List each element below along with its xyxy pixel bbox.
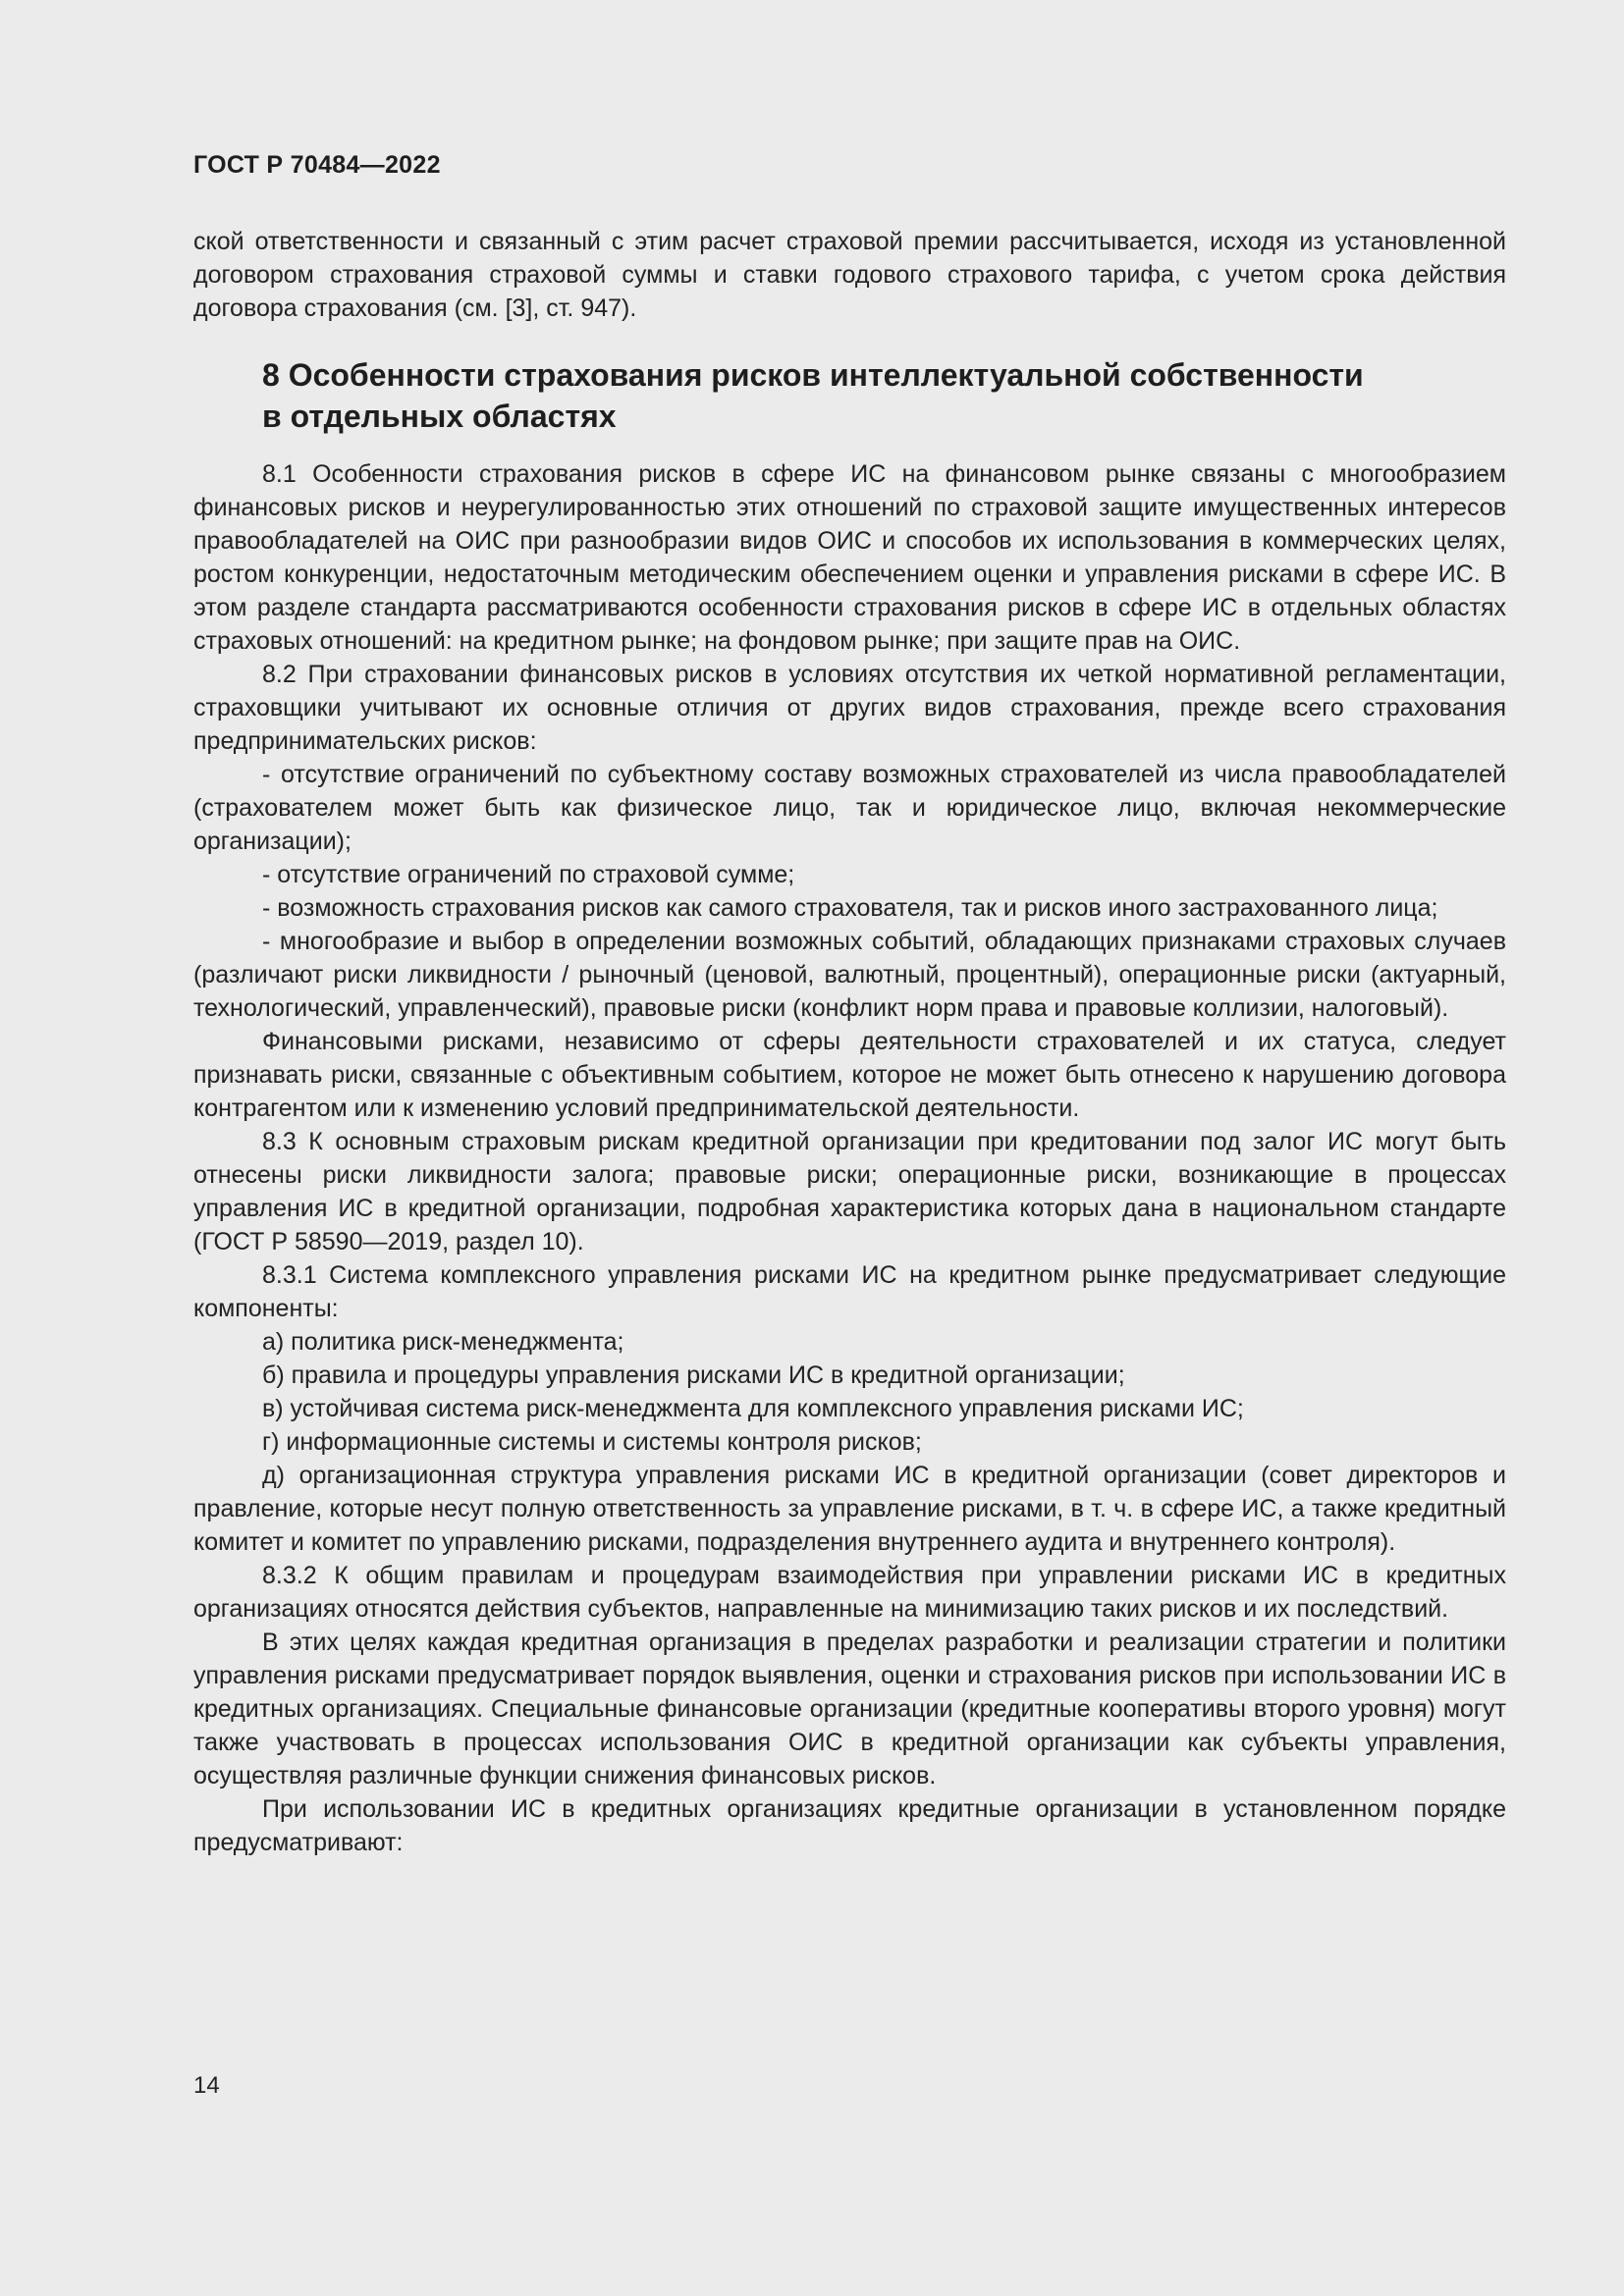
spacer [193,437,1506,457]
paragraph-credit-organizations: В этих целях каждая кредитная организация в пределах разработки и реализации стратегии и политики управления рисками предусматривает порядок выявления, оценки и страхования рисков при использовании ИС в кредитных организациях. Специальные финансовые организации (кредитные кооперативы второго уровня) могут также участвовать в процессах использования ОИС в кредитной организации как субъекты управления, осуществляя различные функции снижения финансовых рисков. [193,1629,1506,1789]
list-item: а) политика риск-менеджмента; [262,1328,624,1356]
continued-paragraph: ской ответственности и связанный с этим расчет страховой премии рассчитывается, исходя из установленной договором страхования страховой суммы и ставки годового страхового тарифа, с учетом срока действия договора страхования (см. [3], ст. 947). [193,228,1506,322]
page-body [193,225,1506,1859]
paragraph-8-3-2: 8.3.2 К общим правилам и процедурам взаимодействия при управлении рисками ИС в кредитных организациях относятся действия субъектов, направленные на минимизацию таких рисков и их последствий. [193,1562,1506,1623]
list-item: в) устойчивая система риск-менеджмента для комплексного управления рисками ИС; [262,1395,1244,1422]
paragraph-ip-usage: При использовании ИС в кредитных организациях кредитные организации в установленном порядке предусматривают: [193,1795,1506,1856]
standard-code-header: ГОСТ Р 70484—2022 [193,151,441,179]
list-item: - отсутствие ограничений по субъектному составу возможных страхователей из числа правообладателей (страхователем может быть как физическое лицо, так и юридическое лицо, включая некоммерческие организации); [193,761,1506,855]
paragraph-financial-risks: Финансовыми рисками, независимо от сферы деятельности страхователей и их статуса, следует признавать риски, связанные с объективным событием, которое не может быть отнесено к нарушению договора контрагентом или к изменению условий предпринимательской деятельности. [193,1028,1506,1122]
section-title-line-2: в отдельных областях [262,399,617,434]
paragraph-8-1: 8.1 Особенности страхования рисков в сфере ИС на финансовом рынке связаны с многообразием финансовых рисков и неурегулированностью этих отношений по страховой защите имущественных интересов правообладателей на ОИС при разнообразии видов ОИС и способов их использования в коммерческих целях, ростом конкуренции, недостаточным методическим обеспечением оценки и управления рисками в сфере ИС. В этом разделе стандарта рассматриваются особенности страхования рисков в сфере ИС в отдельных областях страховых отношений: на кредитном рынке; на фондовом рынке; при защите прав на ОИС. [193,460,1506,655]
list-item: г) информационные системы и системы контроля рисков; [262,1428,922,1456]
list-item: - возможность страхования рисков как самого страхователя, так и рисков иного застрахованного лица; [262,894,1438,922]
list-item: д) организационная структура управления рисками ИС в кредитной организации (совет директоров и правление, которые несут полную ответственность за управление рисками, в т. ч. в сфере ИС, а также кредитный комитет и комитет по управлению рисками, подразделения внутреннего аудита и внутреннего контроля). [193,1462,1506,1556]
page-number: 14 [193,2072,220,2099]
paragraph-8-3: 8.3 К основным страховым рискам кредитной организации при кредитовании под залог ИС могут быть отнесены риски ликвидности залога; правовые риски; операционные риски, возникающие в процессах управления ИС в кредитной организации, подробная характеристика которых дана в национальном стандарте (ГОСТ Р 58590—2019, раздел 10). [193,1128,1506,1255]
list-item: б) правила и процедуры управления рисками ИС в кредитной организации; [262,1362,1125,1389]
spacer [193,325,1506,354]
list-item: - отсутствие ограничений по страховой сумме; [262,861,795,888]
section-title-line-1: 8 Особенности страхования рисков интеллектуальной собственности [262,357,1364,393]
paragraph-8-2: 8.2 При страховании финансовых рисков в условиях отсутствия их четкой нормативной регламентации, страховщики учитывают их основные отличия от других видов страхования, прежде всего страхования предпринимательских рисков: [193,661,1506,755]
paragraph-8-3-1: 8.3.1 Система комплексного управления рисками ИС на кредитном рынке предусматривает следующие компоненты: [193,1261,1506,1322]
section-title [193,354,1506,437]
list-item: - многообразие и выбор в определении возможных событий, обладающих признаками страховых случаев (различают риски ликвидности / рыночный (ценовой, валютный, процентный), операционные риски (актуарный, технологический, управленческий), правовые риски (конфликт норм права и правовые коллизии, налоговый). [193,928,1506,1022]
